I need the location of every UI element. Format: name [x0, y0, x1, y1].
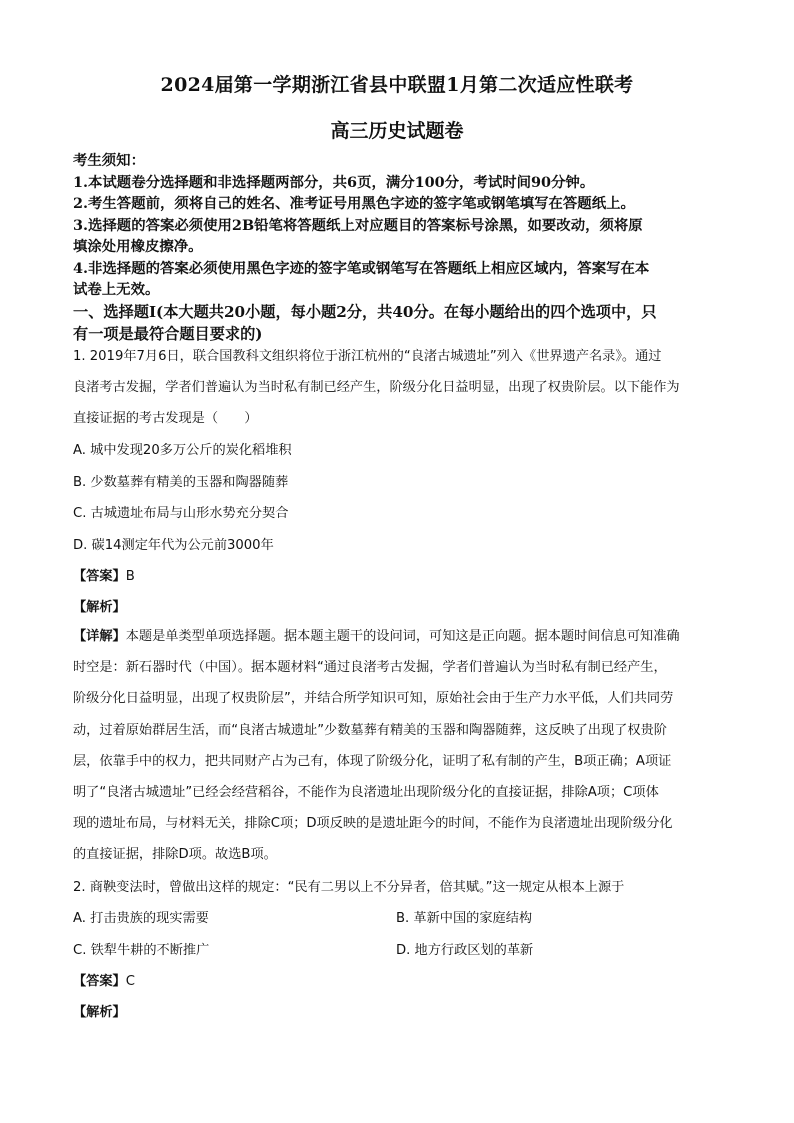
q2-option-c: C. 铁犁牛耕的不断推广	[73, 943, 210, 958]
q1-option-d: D. 碳14测定年代为公元前3000年	[73, 538, 274, 553]
answer-value: B	[125, 569, 135, 584]
section-heading	[73, 301, 723, 345]
detail-line: 时空是：新石器时代（中国）。据本题材料“通过良渚考古发掘，学者们普遍认为当时私有制已经产生，	[73, 660, 667, 676]
section-line: 有一项是最符合题目要求的)	[73, 325, 263, 343]
answer-label: 【答案】	[73, 569, 126, 584]
q1-option-c: C. 古城遗址布局与山形水势充分契合	[73, 506, 289, 521]
detail-line: 层，依靠手中的权力，把共同财产占为己有，体现了阶级分化，证明了私有制的产生，B项正确；A项证	[73, 753, 672, 769]
notice-item: 填涂处用橡皮擦净。	[73, 238, 203, 255]
detail-line: 阶级分化日益明显，出现了权贵阶层”，并结合所学知识可知，原始社会由于生产力水平低，人们共同劳	[73, 691, 674, 707]
stem-line: 良渚考古发掘，学者们普遍认为当时私有制已经产生，阶级分化日益明显，出现了权贵阶层。以下能作为	[73, 380, 680, 396]
notice-item: 1.本试题卷分选择题和非选择题两部分，共6页，满分100分，考试时间90分钟。	[73, 173, 595, 191]
question-2-stem: 2. 商鞅变法时，曾做出这样的规定：“民有二男以上不分异者，倍其赋。”这一规定从根本上源于	[73, 880, 625, 895]
q2-answer	[73, 970, 135, 989]
detail-line: 现的遗址布局，与材料无关，排除C项；D项反映的是遗址距今的时间，不能作为良渚遗址出现阶级分化	[73, 816, 673, 832]
notice-heading: 考生须知：	[73, 152, 145, 169]
detail-text: 本题是单类型单项选择题。据本题主题干的设问词，可知这是正向题。据本题时间信息可知准确	[125, 629, 680, 644]
answer-label: 【答案】	[73, 974, 126, 989]
q1-option-a: A. 城中发现20多万公斤的炭化稻堆积	[73, 443, 292, 458]
q1-option-b: B. 少数墓葬有精美的玉器和陶器随葬	[73, 475, 289, 490]
section-line: 一、选择题Ⅰ(本大题共20小题，每小题2分，共40分。在每小题给出的四个选项中，只	[73, 303, 657, 321]
q2-analysis-label	[73, 1001, 126, 1020]
detail-line: 动，过着原始群居生活，而“良渚古城遗址”少数墓葬有精美的玉器和陶器随葬，这反映了出现了权贵阶	[73, 722, 667, 738]
answer-value: C	[125, 974, 135, 989]
detail-line: 明了“良渚古城遗址”已经会经营稻谷，不能作为良渚遗址出现阶级分化的直接证据，排除A项；C项体	[73, 785, 659, 801]
detail-line	[73, 621, 723, 652]
detail-label: 【详解】	[73, 629, 126, 644]
q1-answer	[73, 565, 135, 584]
question-1-detail	[73, 621, 723, 871]
notice-item: 3.选择题的答案必须使用2B铅笔将答题纸上对应题目的答案标号涂黑，如要改动，须将原	[73, 216, 643, 234]
stem-line: 直接证据的考古发现是（ ）	[73, 411, 258, 427]
notice-block	[73, 150, 723, 301]
analysis-label: 【解析】	[73, 600, 126, 615]
notice-item: 4.非选择题的答案必须使用黑色字迹的签字笔或钢笔写在答题纸上相应区域内，答案写在本	[73, 259, 650, 277]
exam-title: 2024届第一学期浙江省县中联盟1月第二次适应性联考	[160, 74, 634, 96]
analysis-label: 【解析】	[73, 1005, 126, 1020]
notice-item: 试卷上无效。	[73, 281, 160, 298]
detail-line: 的直接证据，排除D项。故选B项。	[73, 847, 277, 863]
notice-item: 2.考生答题前，须将自己的姓名、准考证号用黑色字迹的签字笔或钢笔填写在答题纸上。	[73, 195, 635, 212]
q1-analysis-label	[73, 596, 126, 615]
q2-option-d: D. 地方行政区划的革新	[396, 943, 534, 958]
q2-option-b: B. 革新中国的家庭结构	[396, 911, 533, 926]
stem-line: 1. 2019年7月6日，联合国教科文组织将位于浙江杭州的“良渚古城遗址”列入《世界遗产名录》。通过	[73, 349, 662, 364]
exam-subtitle: 高三历史试题卷	[330, 120, 464, 142]
question-1-stem	[73, 341, 723, 435]
q2-option-a: A. 打击贵族的现实需要	[73, 911, 209, 926]
